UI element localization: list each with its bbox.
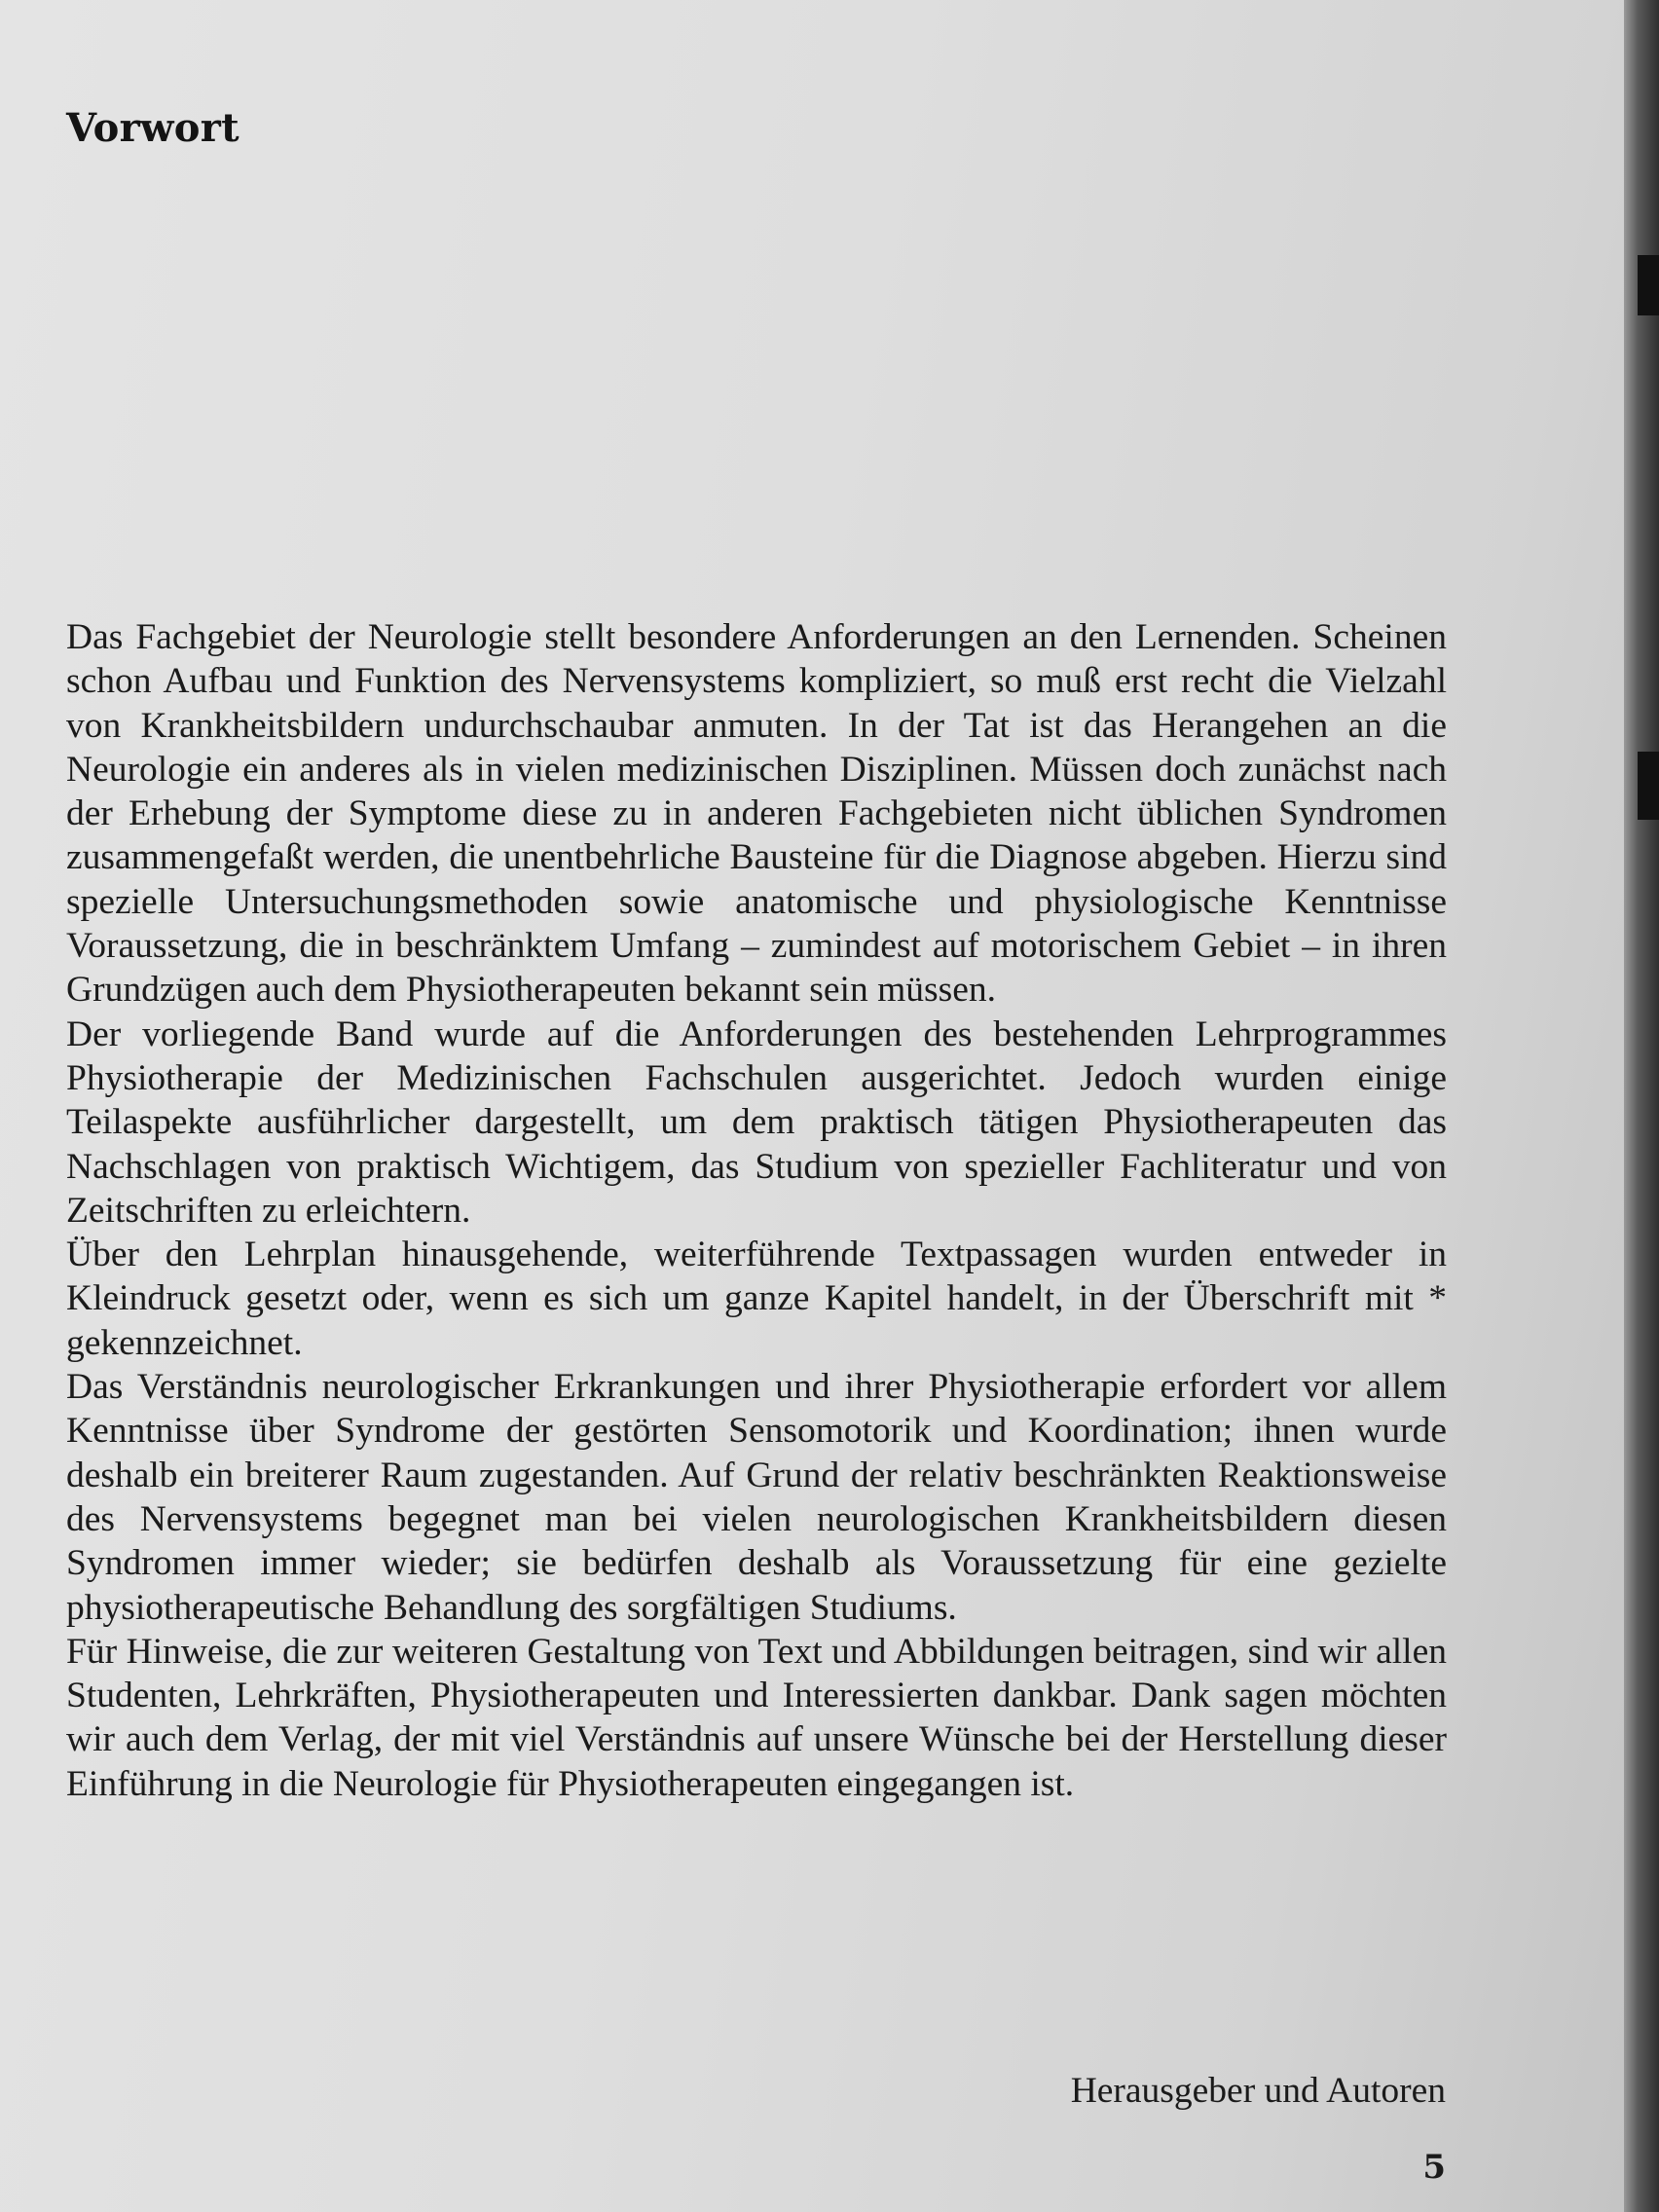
page-title: Vorwort	[66, 105, 240, 151]
paragraph: Das Verständnis neurologischer Erkrankungen und ihrer Physiotherapie erfordert vor allem Kenntnisse über Syndrome der gestörten Sensomotorik und Koordination; ihnen wurde deshalb ein breiterer Raum zugestanden. Auf Grund der relativ beschränkten Reaktionsweise des Nervensystems begegnet man bei vielen neurologischen Krankheitsbildern diesen Syndromen immer wieder; sie bedürfen deshalb als Voraussetzung für eine gezielte physiotherapeutische Behandlung des sorgfältigen Studiums.	[66, 1367, 1447, 1628]
paragraph: Das Fachgebiet der Neurologie stellt besondere Anforderungen an den Lernenden. Scheinen schon Aufbau und Funktion des Nervensystems kompliziert, so muß erst recht die Vielzahl von Krankheitsbildern undurchschaubar anmuten. In der Tat ist das Herangehen an die Neurologie ein anderes als in vielen medizinischen Disziplinen. Müssen doch zunächst nach der Erhebung der Symptome diese zu in anderen Fachgebieten nicht üblichen Syndromen zusammengefaßt werden, die unentbehrliche Bausteine für die Diagnose abgeben. Hierzu sind spezielle Untersuchungsmethoden sowie anatomische und physiologische Kenntnisse Voraussetzung, die in beschränktem Umfang – zumindest auf motorischem Gebiet – in ihren Grundzügen auch dem Physiotherapeuten bekannt sein müssen.	[66, 617, 1447, 1011]
edge-marker	[1638, 255, 1659, 315]
signature: Herausgeber und Autoren	[1070, 2071, 1446, 2111]
page-number: 5	[1422, 2148, 1446, 2187]
edge-marker	[1638, 752, 1659, 820]
paragraph: Der vorliegende Band wurde auf die Anforderungen des bestehenden Lehrprogrammes Physiotherapie der Medizinischen Fachschulen ausgerichtet. Jedoch wurden einige Teilaspekte ausführlicher dargestellt, um dem praktisch tätigen Physiotherapeuten das Nachschlagen von praktisch Wichtigem, das Studium von spezieller Fachliteratur und von Zeitschriften zu erleichtern.	[66, 1014, 1447, 1231]
paragraph: Für Hinweise, die zur weiteren Gestaltung von Text und Abbildungen beitragen, sind wir allen Studenten, Lehrkräften, Physiotherapeuten und Interessierten dankbar. Dank sagen möchten wir auch dem Verlag, der mit viel Verständnis auf unsere Wünsche bei der Herstellung dieser Einführung in die Neurologie für Physiotherapeuten eingegangen ist.	[66, 1631, 1447, 1804]
page-edge-shadow	[1624, 0, 1659, 2212]
paragraph: Über den Lehrplan hinausgehende, weiterführende Textpassagen wurden entweder in Kleindruck gesetzt oder, wenn es sich um ganze Kapitel handelt, in der Überschrift mit * gekennzeichnet.	[66, 1235, 1447, 1363]
preface-body	[66, 615, 1447, 1806]
